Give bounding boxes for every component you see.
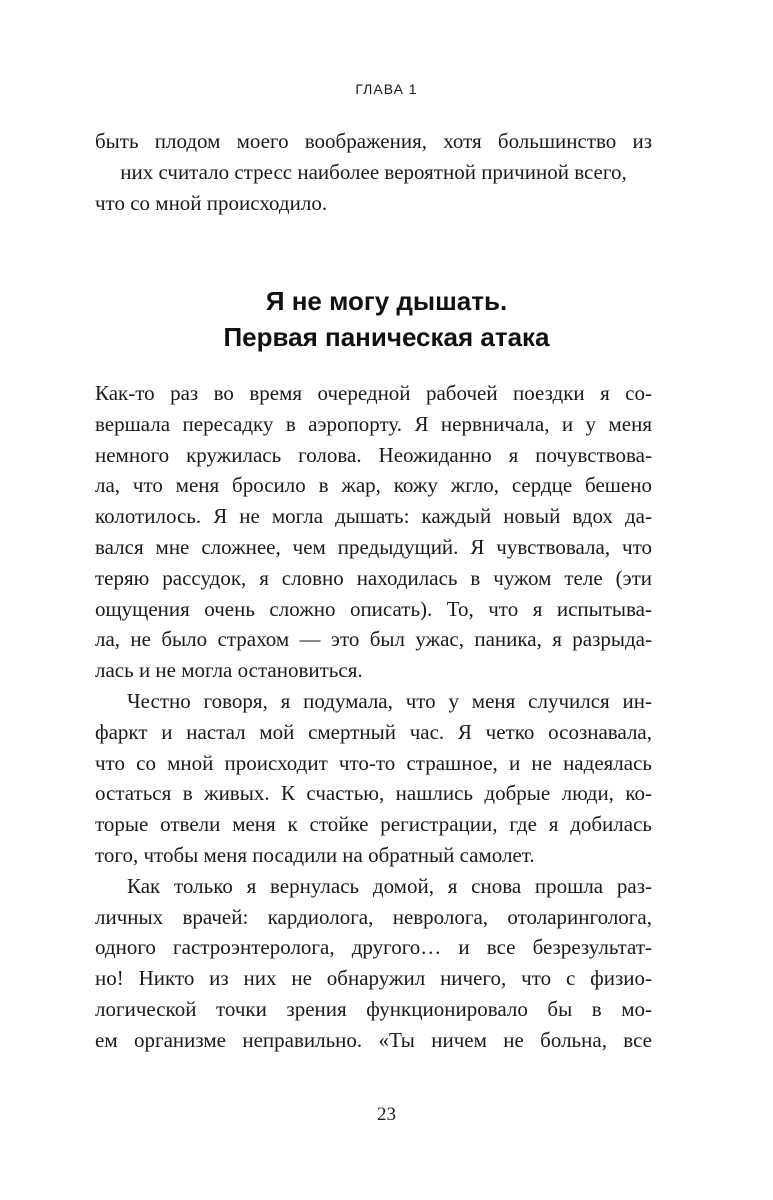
text-line: фаркт и настал мой смертный час. Я четко осознавала, [95, 719, 652, 744]
section-heading-line: Первая паническая атака [223, 322, 550, 352]
text-line: теряю рассудок, я словно находилась в чужом теле (эти [95, 565, 652, 590]
text-line: ла, не было страхом — это был ужас, паника, я разрыда- [95, 627, 652, 652]
section-heading [0, 283, 773, 355]
text-line: ощущения очень сложно описать). То, что я испытыва- [95, 596, 652, 621]
text-line: что со мной происходило. [95, 190, 328, 215]
text-line: того, чтобы меня посадили на обратный самолет. [95, 842, 535, 867]
text-line: логической точки зрения функционировало бы в мо- [95, 996, 652, 1021]
text-line: остаться в живых. К счастью, нашлись добрые люди, ко- [95, 781, 652, 806]
running-head: ГЛАВА 1 [355, 81, 418, 97]
text-line: вался мне сложнее, чем предыдущий. Я чувствовала, что [95, 534, 652, 559]
text-line: немного кружилась голова. Неожиданно я почувствова- [95, 442, 652, 467]
intro-paragraph [95, 126, 652, 218]
text-line: лась и не могла остановиться. [95, 658, 363, 683]
body-text [95, 378, 652, 1056]
text-line: Как только я вернулась домой, я снова прошла раз- [127, 873, 652, 898]
text-line: вершала пересадку в аэропорту. Я нервничала, и у меня [95, 411, 652, 436]
text-line: быть плодом моего воображения, хотя большинство из [95, 129, 652, 153]
page-number: 23 [377, 1104, 396, 1125]
text-line: ла, что меня бросило в жар, кожу жгло, сердце бешено [95, 473, 652, 498]
text-line: колотилось. Я не могла дышать: каждый новый вдох да- [95, 504, 652, 529]
text-line: что со мной происходит что-то страшное, и не надеялась [95, 750, 652, 775]
text-line: них считало стресс наиболее вероятной причиной всего, [120, 159, 627, 184]
text-line: Честно говоря, я подумала, что у меня случился ин- [127, 688, 652, 713]
text-line: одного гастроэнтеролога, другого… и все безрезультат- [95, 935, 652, 960]
text-line: но! Никто из них не обнаружил ничего, что с физио- [95, 966, 652, 991]
text-line: Как-то раз во время очередной рабочей поездки я со- [95, 381, 652, 405]
text-line: торые отвели меня к стойке регистрации, где я добилась [95, 812, 652, 837]
text-line: ем организме неправильно. «Ты ничем не больна, все [95, 1027, 652, 1052]
text-line: личных врачей: кардиолога, невролога, отоларинголога, [95, 904, 652, 929]
section-heading-line: Я не могу дышать. [265, 286, 508, 316]
